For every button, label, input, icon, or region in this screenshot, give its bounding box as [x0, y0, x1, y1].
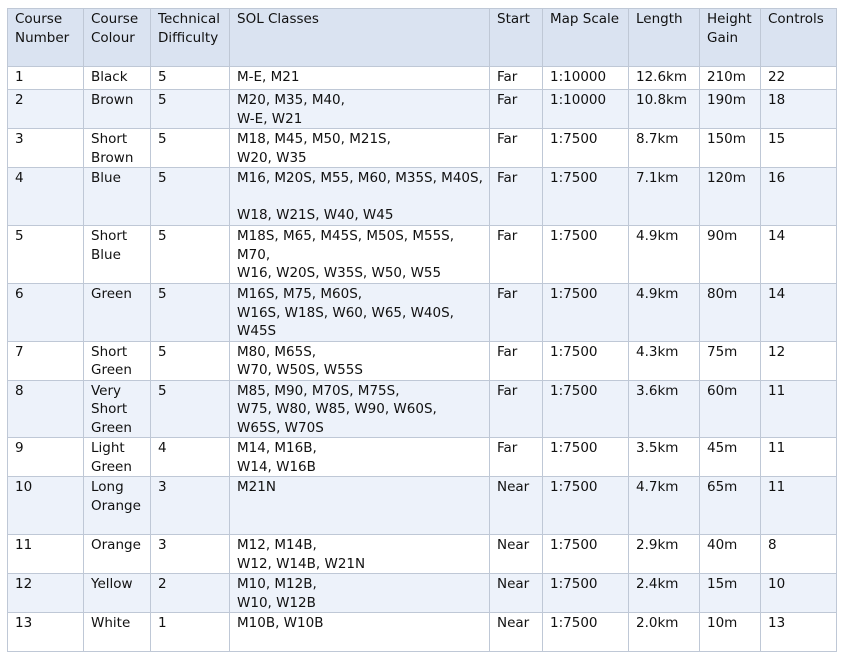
- cell-length-text: 7.1km: [636, 170, 679, 186]
- cell-sol-classes: [230, 477, 490, 535]
- table-row: [8, 90, 837, 129]
- cell-course-number-text: 8: [15, 382, 24, 399]
- cell-start-text: Far: [497, 440, 518, 456]
- cell-length: [629, 535, 700, 574]
- cell-sol-classes-line: W12, W14B, W21N: [237, 555, 366, 572]
- cell-height-gain-text: 65m: [707, 479, 738, 495]
- cell-height-gain-text: 45m: [707, 440, 738, 456]
- cell-technical-difficulty: [151, 438, 230, 477]
- cell-course-colour: [84, 380, 151, 438]
- cell-course-number-text: 3: [15, 131, 24, 147]
- cell-sol-classes-line: M10, M12B,: [237, 576, 317, 592]
- cell-sol-classes-line: M80, M65S,: [237, 343, 317, 360]
- cell-start-text: Near: [497, 576, 530, 592]
- cell-start-text: Near: [497, 615, 530, 631]
- header-course-colour: Course Colour: [84, 9, 151, 67]
- cell-technical-difficulty: [151, 168, 230, 226]
- cell-sol-classes-line: M85, M90, M70S, M75S,: [237, 382, 400, 399]
- cell-height-gain: [700, 168, 761, 226]
- cell-length: [629, 477, 700, 535]
- cell-height-gain-text: 190m: [707, 92, 746, 108]
- cell-controls: [761, 438, 837, 477]
- cell-map-scale: [543, 129, 629, 168]
- cell-height-gain: [700, 380, 761, 438]
- cell-map-scale: [543, 380, 629, 438]
- table-row: [8, 574, 837, 613]
- cell-technical-difficulty-text: 3: [158, 537, 167, 553]
- cell-start-text: Far: [497, 343, 518, 360]
- cell-map-scale-text: 1:7500: [550, 576, 598, 592]
- cell-map-scale-text: 1:10000: [550, 92, 607, 108]
- cell-technical-difficulty: [151, 67, 230, 90]
- cell-height-gain: [700, 284, 761, 342]
- cell-length-text: 2.4km: [636, 576, 679, 592]
- cell-sol-classes-line: M-E, M21: [237, 69, 300, 85]
- cell-length: [629, 613, 700, 652]
- cell-height-gain-text: 10m: [707, 615, 738, 631]
- cell-course-colour-line: Short: [91, 228, 128, 244]
- cell-controls-text: 11: [768, 479, 786, 495]
- cell-length: [629, 129, 700, 168]
- cell-technical-difficulty-text: 5: [158, 286, 167, 302]
- cell-sol-classes: [230, 67, 490, 90]
- cell-course-colour-line: Yellow: [91, 576, 133, 592]
- cell-map-scale: [543, 90, 629, 129]
- cell-length: [629, 284, 700, 342]
- cell-controls-text: 13: [768, 615, 786, 631]
- cell-controls-text: 11: [768, 440, 786, 456]
- cell-technical-difficulty: [151, 129, 230, 168]
- cell-sol-classes-line: M20, M35, M40,: [237, 92, 345, 108]
- cell-sol-classes: [230, 380, 490, 438]
- cell-course-colour-line: Blue: [91, 246, 121, 263]
- cell-technical-difficulty: [151, 477, 230, 535]
- cell-course-colour: [84, 226, 151, 284]
- cell-technical-difficulty-text: 5: [158, 228, 167, 244]
- cell-length: [629, 226, 700, 284]
- cell-controls-text: 14: [768, 286, 786, 302]
- cell-sol-classes-line: M16S, M75, M60S,: [237, 286, 363, 302]
- cell-sol-classes-line: W70, W50S, W55S: [237, 362, 363, 378]
- cell-controls-text: 11: [768, 382, 786, 399]
- cell-start: [490, 168, 543, 226]
- cell-start-text: Far: [497, 286, 518, 302]
- cell-sol-classes-line: W45S: [237, 323, 277, 339]
- cell-map-scale-text: 1:7500: [550, 170, 598, 186]
- cell-height-gain: [700, 129, 761, 168]
- cell-technical-difficulty-text: 5: [158, 170, 167, 186]
- cell-height-gain-text: 90m: [707, 228, 738, 244]
- cell-map-scale-text: 1:7500: [550, 131, 598, 147]
- table-row: [8, 613, 837, 652]
- cell-course-colour: [84, 477, 151, 535]
- cell-controls: [761, 284, 837, 342]
- cell-map-scale-text: 1:7500: [550, 440, 598, 456]
- cell-start: [490, 284, 543, 342]
- cell-controls-text: 22: [768, 69, 786, 85]
- cell-height-gain-text: 150m: [707, 131, 746, 147]
- cell-technical-difficulty-text: 5: [158, 382, 167, 399]
- cell-start: [490, 90, 543, 129]
- cell-map-scale: [543, 438, 629, 477]
- cell-height-gain: [700, 90, 761, 129]
- cell-technical-difficulty: [151, 574, 230, 613]
- cell-sol-classes: [230, 574, 490, 613]
- table-row: [8, 226, 837, 284]
- cell-course-number-text: 12: [15, 576, 33, 592]
- cell-course-colour-line: Green: [91, 362, 132, 378]
- cell-height-gain: [700, 67, 761, 90]
- cell-sol-classes-line: W16, W20S, W35S, W50, W55: [237, 265, 442, 281]
- cell-map-scale-text: 1:7500: [550, 343, 598, 360]
- cell-technical-difficulty: [151, 226, 230, 284]
- cell-technical-difficulty-text: 1: [158, 615, 167, 631]
- cell-course-colour-line: Light: [91, 440, 125, 456]
- cell-sol-classes: [230, 341, 490, 380]
- cell-height-gain: [700, 613, 761, 652]
- cell-course-colour-line: Green: [91, 286, 132, 302]
- cell-course-number-text: 5: [15, 228, 24, 244]
- cell-course-colour-line: White: [91, 615, 131, 631]
- cell-height-gain: [700, 535, 761, 574]
- table-row: [8, 341, 837, 380]
- cell-start: [490, 574, 543, 613]
- cell-course-colour: [84, 574, 151, 613]
- cell-start-text: Near: [497, 537, 530, 553]
- cell-course-number-text: 1: [15, 69, 24, 85]
- cell-length: [629, 380, 700, 438]
- table-row: [8, 477, 837, 535]
- cell-technical-difficulty-text: 3: [158, 479, 167, 495]
- cell-length-text: 3.5km: [636, 440, 679, 456]
- header-row: [8, 9, 837, 67]
- header-controls: Controls: [761, 9, 837, 67]
- cell-sol-classes-line: W14, W16B: [237, 458, 316, 475]
- cell-start: [490, 67, 543, 90]
- cell-map-scale: [543, 477, 629, 535]
- cell-technical-difficulty-text: 5: [158, 69, 167, 85]
- cell-map-scale-text: 1:7500: [550, 228, 598, 244]
- cell-sol-classes: [230, 438, 490, 477]
- cell-map-scale-text: 1:7500: [550, 615, 598, 631]
- cell-map-scale-text: 1:7500: [550, 479, 598, 495]
- cell-course-number: [8, 477, 84, 535]
- cell-course-number: [8, 341, 84, 380]
- cell-course-number: [8, 380, 84, 438]
- cell-length-text: 4.7km: [636, 479, 679, 495]
- cell-height-gain-text: 120m: [707, 170, 746, 186]
- cell-length: [629, 574, 700, 613]
- cell-course-number: [8, 67, 84, 90]
- cell-start-text: Far: [497, 228, 518, 244]
- cell-technical-difficulty-text: 2: [158, 576, 167, 592]
- cell-start: [490, 380, 543, 438]
- cell-course-colour: [84, 341, 151, 380]
- cell-start: [490, 477, 543, 535]
- cell-course-colour-line: Long: [91, 479, 124, 495]
- cell-map-scale: [543, 226, 629, 284]
- cell-sol-classes-line: [237, 188, 482, 207]
- cell-controls: [761, 613, 837, 652]
- cell-course-number-text: 2: [15, 92, 24, 108]
- cell-course-number: [8, 129, 84, 168]
- cell-sol-classes: [230, 168, 490, 226]
- cell-controls: [761, 129, 837, 168]
- cell-course-colour-line: Short: [91, 401, 128, 417]
- cell-sol-classes: [230, 226, 490, 284]
- cell-course-number-text: 11: [15, 537, 33, 553]
- cell-course-number: [8, 168, 84, 226]
- cell-controls: [761, 380, 837, 438]
- cell-height-gain-text: 40m: [707, 537, 738, 553]
- cell-height-gain: [700, 477, 761, 535]
- cell-length-text: 2.0km: [636, 615, 679, 631]
- cell-height-gain-text: 75m: [707, 343, 738, 360]
- cell-technical-difficulty-text: 5: [158, 131, 167, 147]
- cell-course-colour: [84, 67, 151, 90]
- cell-start-text: Far: [497, 92, 518, 108]
- cell-height-gain: [700, 574, 761, 613]
- cell-sol-classes-line: W10, W12B: [237, 594, 316, 611]
- course-table: [7, 8, 837, 652]
- cell-course-number-text: 7: [15, 343, 24, 360]
- cell-sol-classes-line: M21N: [237, 479, 276, 495]
- cell-height-gain-text: 80m: [707, 286, 738, 302]
- cell-course-colour-line: Short: [91, 343, 128, 360]
- cell-height-gain: [700, 438, 761, 477]
- cell-sol-classes-line: M18S, M65, M45S, M50S, M55S,: [237, 228, 455, 244]
- header-start: Start: [490, 9, 543, 67]
- cell-controls-text: 16: [768, 170, 786, 186]
- cell-course-number: [8, 284, 84, 342]
- cell-course-colour: [84, 90, 151, 129]
- cell-technical-difficulty-text: 5: [158, 343, 167, 360]
- cell-technical-difficulty: [151, 341, 230, 380]
- cell-sol-classes-line: W-E, W21: [237, 110, 303, 127]
- cell-course-number-text: 6: [15, 286, 24, 302]
- cell-map-scale: [543, 67, 629, 90]
- cell-map-scale: [543, 535, 629, 574]
- table-row: [8, 67, 837, 90]
- cell-technical-difficulty: [151, 284, 230, 342]
- cell-map-scale: [543, 284, 629, 342]
- cell-sol-classes-line: W16S, W18S, W60, W65, W40S,: [237, 304, 454, 321]
- cell-map-scale-text: 1:7500: [550, 537, 598, 553]
- table-row: [8, 168, 837, 226]
- cell-length-text: 4.9km: [636, 286, 679, 302]
- cell-sol-classes: [230, 535, 490, 574]
- cell-course-colour: [84, 168, 151, 226]
- cell-course-number-text: 10: [15, 479, 33, 495]
- cell-height-gain: [700, 341, 761, 380]
- cell-course-number: [8, 226, 84, 284]
- header-map-scale: Map Scale: [543, 9, 629, 67]
- table-row: [8, 438, 837, 477]
- cell-course-colour-line: Brown: [91, 149, 134, 166]
- cell-map-scale-text: 1:10000: [550, 69, 607, 85]
- cell-controls-text: 12: [768, 343, 786, 360]
- header-height-gain: Height Gain: [700, 9, 761, 67]
- cell-start: [490, 438, 543, 477]
- cell-start-text: Far: [497, 382, 518, 399]
- cell-start: [490, 613, 543, 652]
- cell-controls-text: 10: [768, 576, 786, 592]
- cell-sol-classes-line: M12, M14B,: [237, 537, 317, 553]
- cell-sol-classes-line: M16, M20S, M55, M60, M35S, M40S,: [237, 170, 483, 186]
- cell-map-scale: [543, 613, 629, 652]
- cell-start-text: Near: [497, 479, 530, 495]
- cell-length-text: 4.3km: [636, 343, 679, 360]
- header-length: Length: [629, 9, 700, 67]
- cell-sol-classes-line: W75, W80, W85, W90, W60S,: [237, 401, 437, 417]
- cell-course-number: [8, 574, 84, 613]
- cell-length-text: 10.8km: [636, 92, 688, 108]
- cell-map-scale-text: 1:7500: [550, 382, 598, 399]
- header-sol-classes: SOL Classes: [230, 9, 490, 67]
- cell-length: [629, 438, 700, 477]
- cell-controls-text: 18: [768, 92, 786, 108]
- cell-course-colour: [84, 535, 151, 574]
- course-table-container: [7, 8, 837, 652]
- cell-course-number: [8, 613, 84, 652]
- table-body: [8, 67, 837, 652]
- cell-sol-classes-line: M14, M16B,: [237, 440, 317, 456]
- cell-height-gain-text: 15m: [707, 576, 738, 592]
- table-row: [8, 380, 837, 438]
- cell-course-colour-line: Very: [91, 382, 122, 399]
- cell-start: [490, 535, 543, 574]
- cell-course-colour: [84, 284, 151, 342]
- cell-controls: [761, 477, 837, 535]
- cell-controls: [761, 535, 837, 574]
- cell-height-gain-text: 210m: [707, 69, 746, 85]
- cell-sol-classes-line: W65S, W70S: [237, 419, 324, 436]
- cell-course-number-text: 13: [15, 615, 33, 631]
- cell-course-number: [8, 535, 84, 574]
- cell-course-colour-line: Orange: [91, 537, 141, 553]
- cell-map-scale: [543, 574, 629, 613]
- cell-height-gain: [700, 226, 761, 284]
- table-row: [8, 284, 837, 342]
- cell-sol-classes-line: M70,: [237, 246, 271, 263]
- cell-course-colour-line: Short: [91, 131, 128, 147]
- cell-technical-difficulty: [151, 613, 230, 652]
- cell-height-gain-text: 60m: [707, 382, 738, 399]
- cell-length-text: 4.9km: [636, 228, 679, 244]
- cell-sol-classes: [230, 90, 490, 129]
- cell-sol-classes: [230, 284, 490, 342]
- cell-technical-difficulty: [151, 535, 230, 574]
- cell-course-colour: [84, 438, 151, 477]
- table-row: [8, 129, 837, 168]
- cell-controls: [761, 168, 837, 226]
- cell-sol-classes-line: M10B, W10B: [237, 615, 324, 631]
- cell-length-text: 12.6km: [636, 69, 688, 85]
- cell-course-colour-line: Blue: [91, 170, 121, 186]
- cell-course-number-text: 9: [15, 440, 24, 456]
- cell-sol-classes-line: W18, W21S, W40, W45: [237, 207, 394, 223]
- cell-course-colour-line: Orange: [91, 497, 141, 514]
- cell-controls: [761, 67, 837, 90]
- cell-sol-classes-line: M18, M45, M50, M21S,: [237, 131, 391, 147]
- cell-controls: [761, 90, 837, 129]
- header-technical-difficulty: Technical Difficulty: [151, 9, 230, 67]
- cell-length: [629, 90, 700, 129]
- cell-start: [490, 341, 543, 380]
- cell-course-colour-line: Green: [91, 419, 132, 436]
- cell-length-text: 2.9km: [636, 537, 679, 553]
- cell-start: [490, 226, 543, 284]
- cell-start: [490, 129, 543, 168]
- table-header: [8, 9, 837, 67]
- cell-controls: [761, 341, 837, 380]
- cell-map-scale-text: 1:7500: [550, 286, 598, 302]
- cell-course-number: [8, 438, 84, 477]
- cell-controls-text: 14: [768, 228, 786, 244]
- cell-controls-text: 8: [768, 537, 777, 553]
- cell-course-colour: [84, 613, 151, 652]
- cell-length: [629, 168, 700, 226]
- cell-course-colour: [84, 129, 151, 168]
- cell-sol-classes-line: W20, W35: [237, 149, 307, 166]
- cell-controls: [761, 574, 837, 613]
- cell-start-text: Far: [497, 69, 518, 85]
- cell-technical-difficulty: [151, 380, 230, 438]
- cell-technical-difficulty: [151, 90, 230, 129]
- cell-length-text: 8.7km: [636, 131, 679, 147]
- cell-start-text: Far: [497, 170, 518, 186]
- cell-course-colour-line: Brown: [91, 92, 134, 108]
- cell-start-text: Far: [497, 131, 518, 147]
- cell-length-text: 3.6km: [636, 382, 679, 399]
- cell-map-scale: [543, 168, 629, 226]
- cell-course-number: [8, 90, 84, 129]
- cell-technical-difficulty-text: 4: [158, 440, 167, 456]
- cell-length: [629, 67, 700, 90]
- cell-course-colour-line: Black: [91, 69, 128, 85]
- cell-map-scale: [543, 341, 629, 380]
- header-course-number: Course Number: [8, 9, 84, 67]
- table-row: [8, 535, 837, 574]
- cell-sol-classes: [230, 129, 490, 168]
- cell-sol-classes: [230, 613, 490, 652]
- cell-course-colour-line: Green: [91, 458, 132, 475]
- cell-course-number-text: 4: [15, 170, 24, 186]
- cell-controls: [761, 226, 837, 284]
- cell-length: [629, 341, 700, 380]
- cell-controls-text: 15: [768, 131, 786, 147]
- cell-technical-difficulty-text: 5: [158, 92, 167, 108]
